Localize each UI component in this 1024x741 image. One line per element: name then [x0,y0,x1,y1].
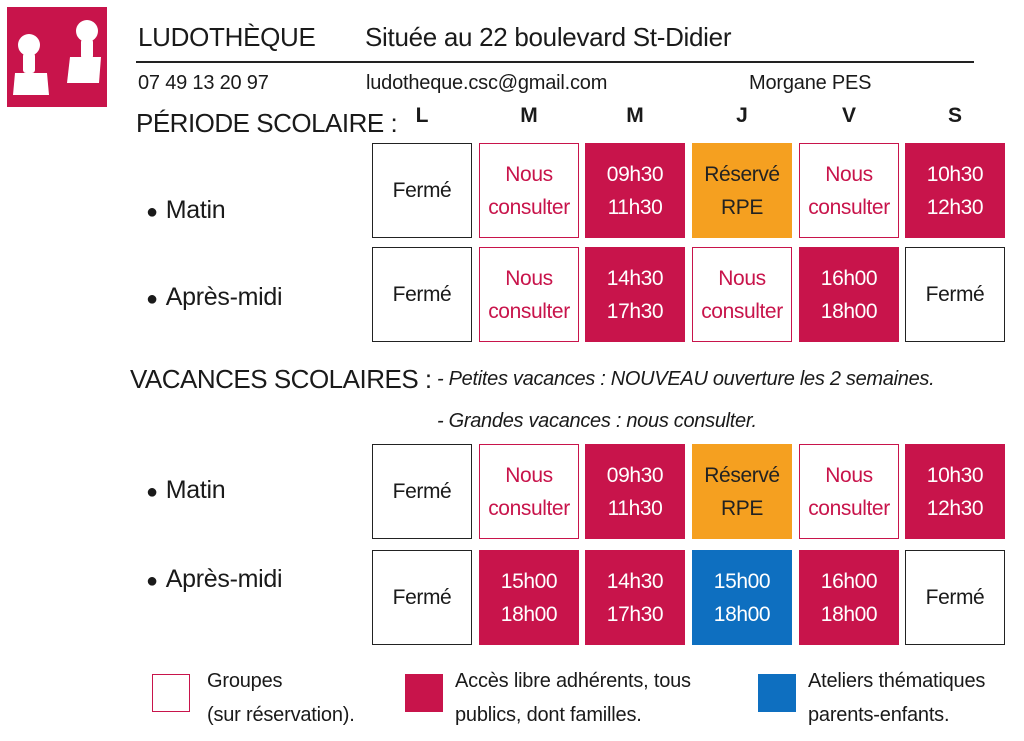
cell-line: Nous [825,162,873,186]
row-label-matin [146,196,225,225]
cell-content [701,262,783,328]
day-header: M [520,104,538,127]
bullet: ● [146,570,158,592]
cell-line: Réservé [704,162,780,186]
schedule-cell [905,247,1005,342]
schedule-cell [479,247,579,342]
cell-content [607,262,663,328]
cell-line: 09h30 [606,162,664,186]
schedule-cell [905,143,1005,238]
cell-content [393,278,452,311]
legend-swatch-libre [405,674,443,712]
cell-line: Nous [505,463,553,487]
legend-text: publics, dont familles. [455,704,642,726]
cell-line: consulter [808,195,890,219]
cell-content [607,459,663,525]
schedule-cell [692,444,792,539]
cell-line: 15h00 [500,569,558,593]
vacances-scolaires-label: VACANCES SCOLAIRES : [130,364,432,394]
schedule-cell [799,143,899,238]
row-label-apres-midi [146,565,282,594]
cell-line: Fermé [925,283,985,306]
cell-content [704,158,779,224]
legend-text: (sur réservation). [207,704,355,726]
cell-line: 14h30 [606,266,664,290]
cell-line: Nous [505,162,553,186]
cell-line: Réservé [704,463,780,487]
row-label-text: Matin [165,476,226,504]
cell-content [488,459,570,525]
cell-line: Fermé [925,586,985,609]
schedule-cell [372,444,472,539]
page-title: LUDOTHÈQUE [138,22,316,52]
cell-content [714,565,770,631]
row-label-text: Matin [165,196,226,224]
day-header: L [415,104,429,127]
cell-line: 18h00 [820,299,878,323]
cell-content [926,581,985,614]
cell-content [927,459,983,525]
cell-line: 12h30 [926,496,984,520]
cell-line: Nous [718,266,766,290]
cell-content [821,565,877,631]
cell-line: consulter [808,496,890,520]
vacances-note-petites: - Petites vacances : NOUVEAU ouverture les 2 semaines. [437,368,935,390]
legend-groupes [207,664,355,732]
cell-line: 12h30 [926,195,984,219]
cell-line: Fermé [392,179,452,202]
cell-content [607,565,663,631]
cell-line: 14h30 [606,569,664,593]
schedule-cell [479,444,579,539]
bullet: ● [146,201,158,223]
cell-content [393,475,452,508]
legend-text: Accès libre adhérents, tous [455,670,691,692]
cell-line: 15h00 [713,569,771,593]
legend-swatch-ateliers [758,674,796,712]
stamps-icon [7,7,107,107]
cell-line: Fermé [392,480,452,503]
cell-line: 10h30 [926,162,984,186]
legend-swatch-groupes [152,674,190,712]
legend-libre [455,664,691,732]
schedule-cell [799,550,899,645]
contact-name: Morgane PES [749,72,872,94]
day-header: J [736,104,748,127]
cell-content [393,581,452,614]
schedule-cell [692,143,792,238]
schedule-cell [905,550,1005,645]
cell-line: consulter [701,299,783,323]
legend-text: Groupes [207,670,283,692]
schedule-cell [905,444,1005,539]
row-label-text: Après-midi [165,565,283,593]
cell-content [926,278,985,311]
cell-line: consulter [488,195,570,219]
legend-ateliers [808,664,985,732]
schedule-cell [799,444,899,539]
address: Située au 22 boulevard St-Didier [365,22,732,52]
schedule-cell [585,143,685,238]
cell-content [821,262,877,328]
row-label-text: Après-midi [165,283,283,311]
cell-line: Nous [505,266,553,290]
legend-text: Ateliers thématiques [808,670,986,692]
header-divider [136,61,974,63]
email: ludotheque.csc@gmail.com [366,72,608,94]
cell-line: 11h30 [607,195,663,219]
legend-text: parents-enfants. [808,704,950,726]
schedule-cell [585,444,685,539]
cell-content [393,174,452,207]
cell-line: 17h30 [606,299,664,323]
cell-line: RPE [721,195,763,219]
cell-content [808,158,890,224]
bullet: ● [146,288,158,310]
cell-line: 16h00 [820,266,878,290]
schedule-cell [372,550,472,645]
cell-line: Fermé [392,283,452,306]
cell-line: 18h00 [820,602,878,626]
vacances-note-grandes: - Grandes vacances : nous consulter. [437,410,757,432]
cell-line: 18h00 [500,602,558,626]
schedule-cell [479,550,579,645]
schedule-cell [372,247,472,342]
cell-line: RPE [721,496,763,520]
cell-line: 16h00 [820,569,878,593]
schedule-cell [585,247,685,342]
cell-content [927,158,983,224]
cell-line: Fermé [392,586,452,609]
cell-content [808,459,890,525]
day-header: S [947,104,962,127]
cell-line: 18h00 [713,602,771,626]
bullet: ● [146,481,158,503]
cell-content [501,565,557,631]
cell-content [488,262,570,328]
cell-content [488,158,570,224]
cell-line: 17h30 [606,602,664,626]
day-header: V [841,104,856,127]
row-label-matin [146,476,225,505]
logo [7,7,107,107]
row-label-apres-midi [146,283,282,312]
schedule-cell [692,550,792,645]
schedule-cell [799,247,899,342]
periode-scolaire-label: PÉRIODE SCOLAIRE : [136,108,398,138]
cell-line: 10h30 [926,463,984,487]
schedule-cell [372,143,472,238]
cell-line: Nous [825,463,873,487]
cell-line: 09h30 [606,463,664,487]
cell-line: 11h30 [607,496,663,520]
cell-content [607,158,663,224]
schedule-cell [479,143,579,238]
cell-content [704,459,779,525]
schedule-cell [692,247,792,342]
schedule-cell [585,550,685,645]
day-header: M [626,104,644,127]
cell-line: consulter [488,496,570,520]
phone: 07 49 13 20 97 [138,72,269,94]
cell-line: consulter [488,299,570,323]
